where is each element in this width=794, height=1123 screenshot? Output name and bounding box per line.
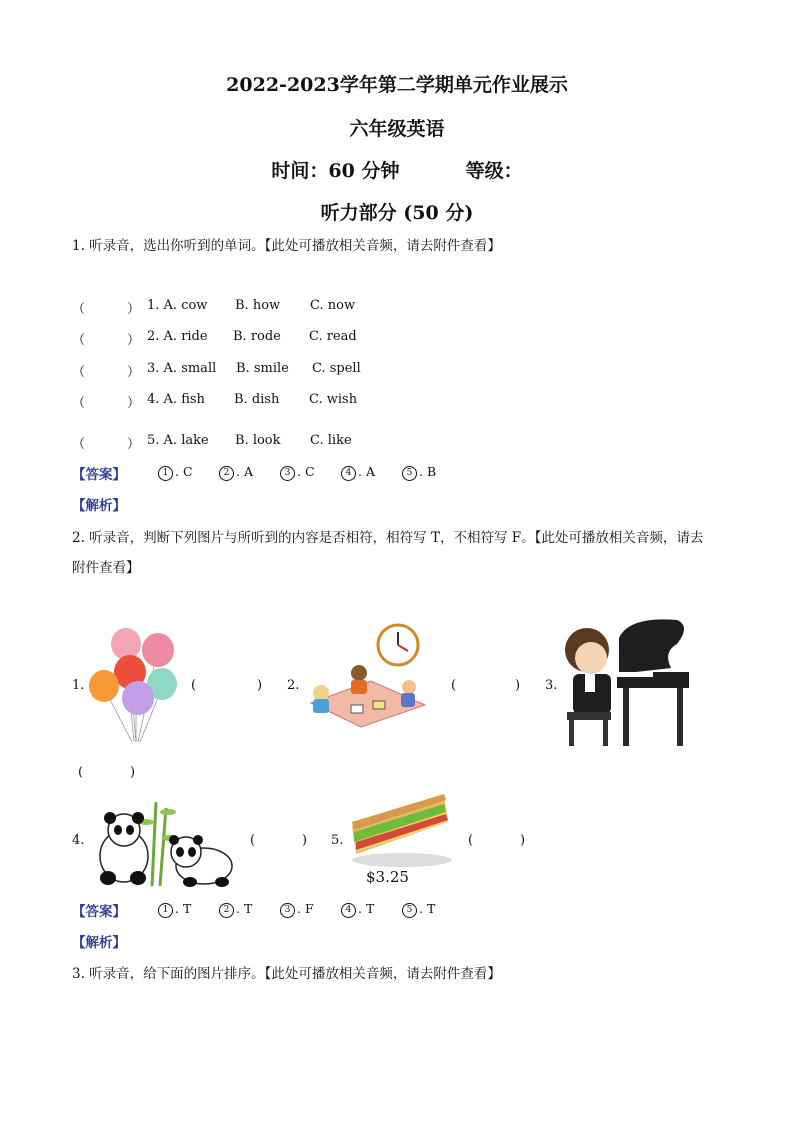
picture-label: 1. xyxy=(72,678,85,693)
document-title: 2022-2023学年第二学期单元作业展示 xyxy=(226,74,568,96)
answer-value: . C xyxy=(297,464,315,479)
q2-prompt-line2: 附件查看】 xyxy=(72,560,140,576)
circled-number: 4 xyxy=(341,466,356,481)
answer-item xyxy=(219,464,253,481)
analysis-label: 【解析】 xyxy=(72,935,126,951)
answer-item xyxy=(341,464,375,481)
paren-open: ( xyxy=(191,678,197,693)
answer-label: 【答案】 xyxy=(72,904,126,920)
paren-close: ) xyxy=(257,678,263,693)
circled-number: 2 xyxy=(219,903,234,918)
pandas-image xyxy=(94,798,236,888)
answer-item xyxy=(280,464,315,481)
answer-value: . B xyxy=(419,464,437,479)
answer-value: . F xyxy=(297,901,314,916)
answer-value: . A xyxy=(236,464,253,479)
paren-open: （ xyxy=(72,365,86,380)
piano-player-image xyxy=(559,616,699,752)
answer-item xyxy=(158,901,191,918)
circled-number: 3 xyxy=(280,903,295,918)
picture-label: 4. xyxy=(72,833,85,848)
paren-open: （ xyxy=(72,396,86,411)
sandwich-price: $3.25 xyxy=(366,868,409,886)
section-heading: 听力部分 (50 分) xyxy=(320,202,474,224)
answer-item xyxy=(402,901,435,918)
option-c: C. like xyxy=(310,433,352,448)
answer-label: 【答案】 xyxy=(72,467,126,483)
paren-close: ) xyxy=(302,833,308,848)
paren-close: ) xyxy=(515,678,521,693)
paren-open: （ xyxy=(72,437,86,452)
answer-item xyxy=(280,901,314,918)
answer-item xyxy=(341,901,374,918)
answer-item xyxy=(158,464,193,481)
time-grade-line: 时间：60 分钟 等级： xyxy=(271,160,523,182)
option-b: B. how xyxy=(235,298,281,313)
circled-number: 1 xyxy=(158,903,173,918)
option-b: B. rode xyxy=(233,329,281,344)
option-b: B. dish xyxy=(234,392,280,407)
option-c: C. now xyxy=(310,298,356,313)
q3-prompt: 3. 听录音，给下面的图片排序。【此处可播放相关音频，请去附件查看】 xyxy=(72,966,501,982)
q1-item xyxy=(0,433,794,453)
q1-item xyxy=(0,329,794,349)
q2-prompt-line1: 2. 听录音，判断下列图片与所听到的内容是否相符，相符写 T，不相符写 F。【此处可播放相关音频，请去 xyxy=(72,530,704,546)
document-subtitle: 六年级英语 xyxy=(349,118,445,140)
option-b: B. look xyxy=(235,433,281,448)
q1-item xyxy=(0,361,794,381)
answer-value: . T xyxy=(419,901,436,916)
option-a: 4. A. fish xyxy=(147,392,205,407)
answer-value: . T xyxy=(236,901,253,916)
option-a: 5. A. lake xyxy=(147,433,209,448)
picture-label: 2. xyxy=(287,678,300,693)
paren-open: ( xyxy=(468,833,474,848)
option-c: C. spell xyxy=(312,361,361,376)
picture-label: 5. xyxy=(331,833,344,848)
paren-close: ） xyxy=(127,437,141,452)
answer-value: . A xyxy=(358,464,375,479)
option-c: C. wish xyxy=(309,392,358,407)
answer-item xyxy=(402,464,436,481)
answer-value: . T xyxy=(358,901,375,916)
q1-item xyxy=(0,392,794,412)
option-a: 3. A. small xyxy=(147,361,217,376)
circled-number: 5 xyxy=(402,466,417,481)
analysis-label: 【解析】 xyxy=(72,498,126,514)
picture-label: 3. xyxy=(545,678,558,693)
paren-close: ) xyxy=(520,833,526,848)
sandwich-image xyxy=(348,792,456,868)
circled-number: 1 xyxy=(158,466,173,481)
paren-open: ( xyxy=(250,833,256,848)
paren-close: ） xyxy=(127,302,141,317)
option-a: 2. A. ride xyxy=(147,329,208,344)
paren-open: ( xyxy=(451,678,457,693)
picnic-image xyxy=(301,623,431,729)
q1-item xyxy=(0,298,794,318)
answer-item xyxy=(219,901,252,918)
option-b: B. smile xyxy=(236,361,289,376)
answer-value: . C xyxy=(175,464,193,479)
circled-number: 2 xyxy=(219,466,234,481)
circled-number: 4 xyxy=(341,903,356,918)
circled-number: 3 xyxy=(280,466,295,481)
paren-open: （ xyxy=(72,302,86,317)
paren-open: ( xyxy=(78,765,84,780)
q1-prompt: 1. 听录音，选出你听到的单词。【此处可播放相关音频，请去附件查看】 xyxy=(72,238,501,254)
paren-close: ) xyxy=(130,765,136,780)
circled-number: 5 xyxy=(402,903,417,918)
paren-open: （ xyxy=(72,333,86,348)
option-a: 1. A. cow xyxy=(147,298,208,313)
paren-close: ） xyxy=(127,396,141,411)
balloons-image xyxy=(86,626,182,744)
answer-value: . T xyxy=(175,901,192,916)
paren-close: ） xyxy=(127,333,141,348)
paren-close: ） xyxy=(127,365,141,380)
option-c: C. read xyxy=(309,329,357,344)
